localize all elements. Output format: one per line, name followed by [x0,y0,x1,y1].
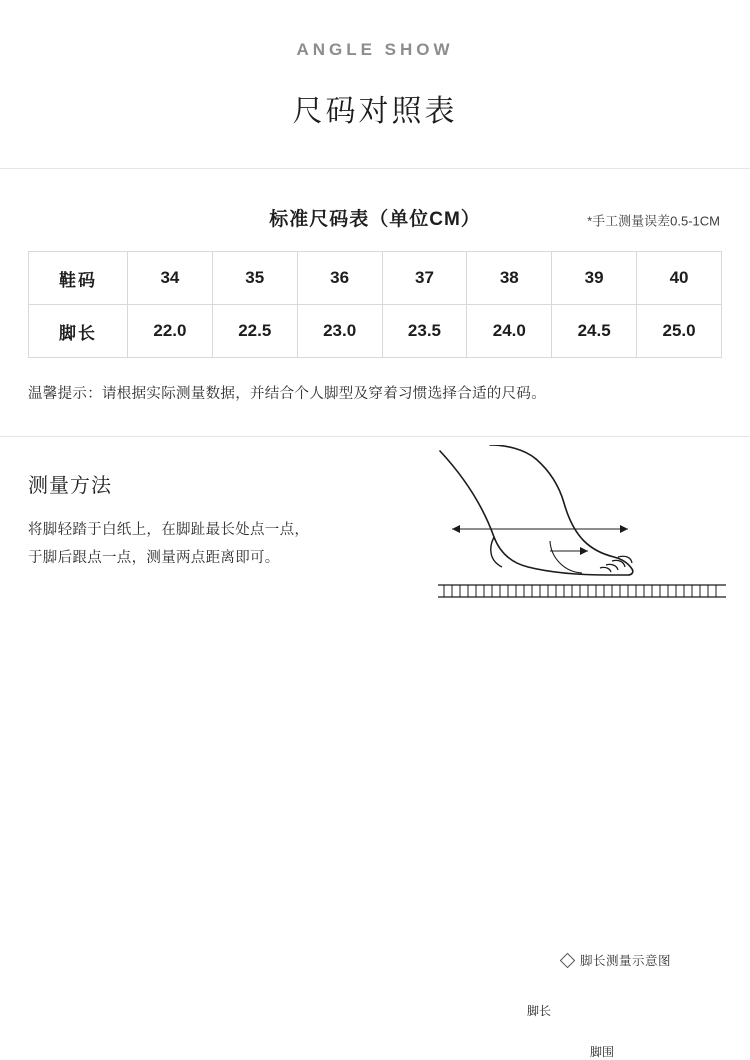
row-label-foot-length: 脚长 [29,305,128,358]
cell-shoe-size: 39 [552,252,637,305]
bottom-spacer [0,677,750,737]
cell-shoe-size: 34 [128,252,213,305]
row-label-shoe-size: 鞋码 [29,252,128,305]
warm-tip-text: 温馨提示：请根据实际测量数据，并结合个人脚型及穿着习惯选择合适的尺码。 [28,386,546,402]
divider-top [0,168,750,169]
cell-shoe-size: 37 [382,252,467,305]
cell-shoe-size: 40 [637,252,722,305]
label-foot-length: 脚长 [527,1003,552,1018]
foot-diagram-svg [432,445,732,605]
foot-measure-diagram [432,445,732,605]
table-header-row [28,189,722,251]
measure-line-2: 于脚后跟点一点，测量两点距离即可。 [28,550,280,567]
table-row [29,305,722,358]
cell-foot-length: 22.0 [128,305,213,358]
cell-foot-length: 24.0 [467,305,552,358]
measure-method-title: 测量方法 [28,474,112,497]
cell-foot-length: 25.0 [637,305,722,358]
page-title: 尺码对照表 [292,95,458,128]
size-table [28,251,722,358]
cell-foot-length: 23.5 [382,305,467,358]
measure-method-section [0,437,750,1059]
brand-name: ANGLE SHOW [296,40,454,59]
size-table-section [0,189,750,406]
table-title: 标准尺码表（单位CM） [269,209,481,230]
cell-foot-length: 24.5 [552,305,637,358]
cell-foot-length: 22.5 [212,305,297,358]
table-row [29,252,722,305]
measure-line-1: 将脚轻踏于白纸上，在脚趾最长处点一点， [28,521,310,538]
table-note: *手工测量误差0.5-1CM [587,213,720,229]
label-foot-girth: 脚围 [590,1044,615,1059]
diagram-caption [562,951,671,969]
diamond-icon [560,952,576,968]
cell-shoe-size: 36 [297,252,382,305]
diagram-caption-text: 脚长测量示意图 [580,953,672,968]
cell-shoe-size: 38 [467,252,552,305]
cell-shoe-size: 35 [212,252,297,305]
measure-method-body [28,516,408,573]
page-header [0,0,750,130]
cell-foot-length: 23.0 [297,305,382,358]
